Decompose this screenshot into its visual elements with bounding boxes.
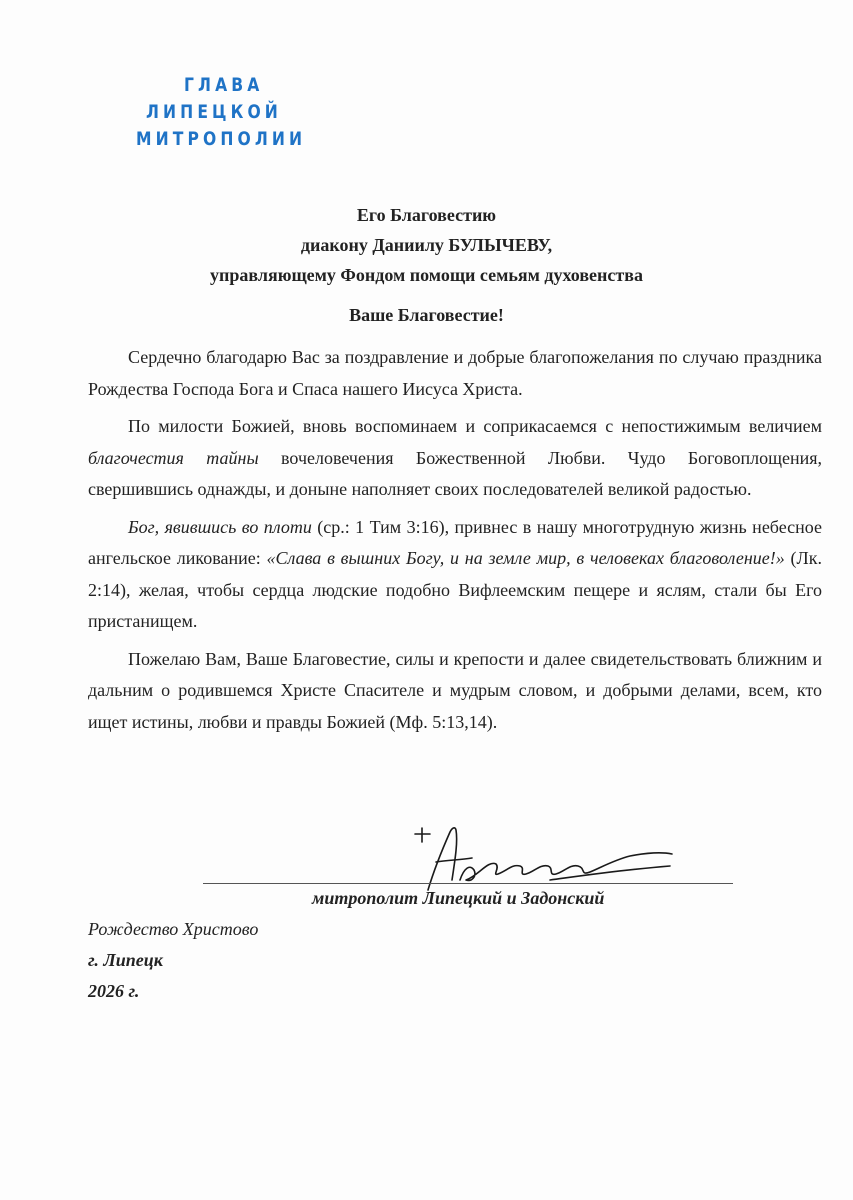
signature-line — [203, 883, 733, 884]
letterhead-line-1: ГЛАВА — [184, 74, 264, 96]
letterhead-logo — [136, 72, 346, 153]
paragraph-3-text-a: (ср.: 1 Тим 3:16), привнес в нашу многотрудную жизнь небесное ангельское ликование: — [88, 516, 822, 568]
footer-city: г. Липецк — [88, 950, 163, 970]
addressee-line-2: диакону Даниилу БУЛЫЧЕВУ, — [300, 235, 553, 255]
footer-occasion: Рождество Христово — [88, 919, 259, 939]
footer-year: 2026 г. — [88, 981, 140, 1001]
paragraph-4: Пожелаю Вам, Ваше Благовестие, силы и крепости и далее свидетельствовать ближним и дальним о родившемся Христе Спасителе и мудрым словом, и добрыми делами, всем, кто ищет истины, любви и правды Божией (Мф. 5:13,14). — [88, 648, 822, 732]
paragraph-3-italic-1: Бог, явившись во плоти — [128, 516, 312, 537]
addressee-line-1: Его Благовестию — [356, 205, 497, 225]
paragraph-3-text-b: (Лк. 2:14), желая, чтобы сердца людские подобно Вифлеемским пещере и яслям, стали бы Его пристанищем. — [88, 548, 823, 631]
place-date-block — [88, 914, 348, 1007]
paragraph-1: Сердечно благодарю Вас за поздравление и добрые благопожелания по случаю праздника Рождества Господа Бога и Спаса нашего Иисуса Христа. — [88, 347, 822, 399]
salutation: Ваше Благовестие! — [349, 305, 504, 325]
letterhead-line-3: МИТРОПОЛИИ — [136, 128, 307, 150]
letter-body — [88, 342, 822, 744]
paragraph-3 — [88, 512, 822, 638]
paragraph-2-italic: благочестия тайны — [88, 447, 259, 468]
paragraph-2-text-b: вочеловечения Божественной Любви. Чудо Боговоплощения, свершившись однажды, и доныне наполняет своих последователей великой радостью. — [88, 447, 822, 499]
addressee-line-3: управляющему Фондом помощи семьям духовенства — [210, 265, 643, 285]
paragraph-2 — [88, 411, 822, 506]
paragraph-2-text-a: По милости Божией, вновь воспоминаем и соприкасаемся с непостижимым величием — [128, 416, 822, 436]
letterhead-line-2: ЛИПЕЦКОЙ — [146, 101, 282, 123]
signatory-title: митрополит Липецкий и Задонский — [312, 888, 605, 908]
addressee-block — [0, 200, 853, 290]
paragraph-3-italic-2: «Слава в вышних Богу, и на земле мир, в человеках благоволение!» — [266, 548, 785, 568]
